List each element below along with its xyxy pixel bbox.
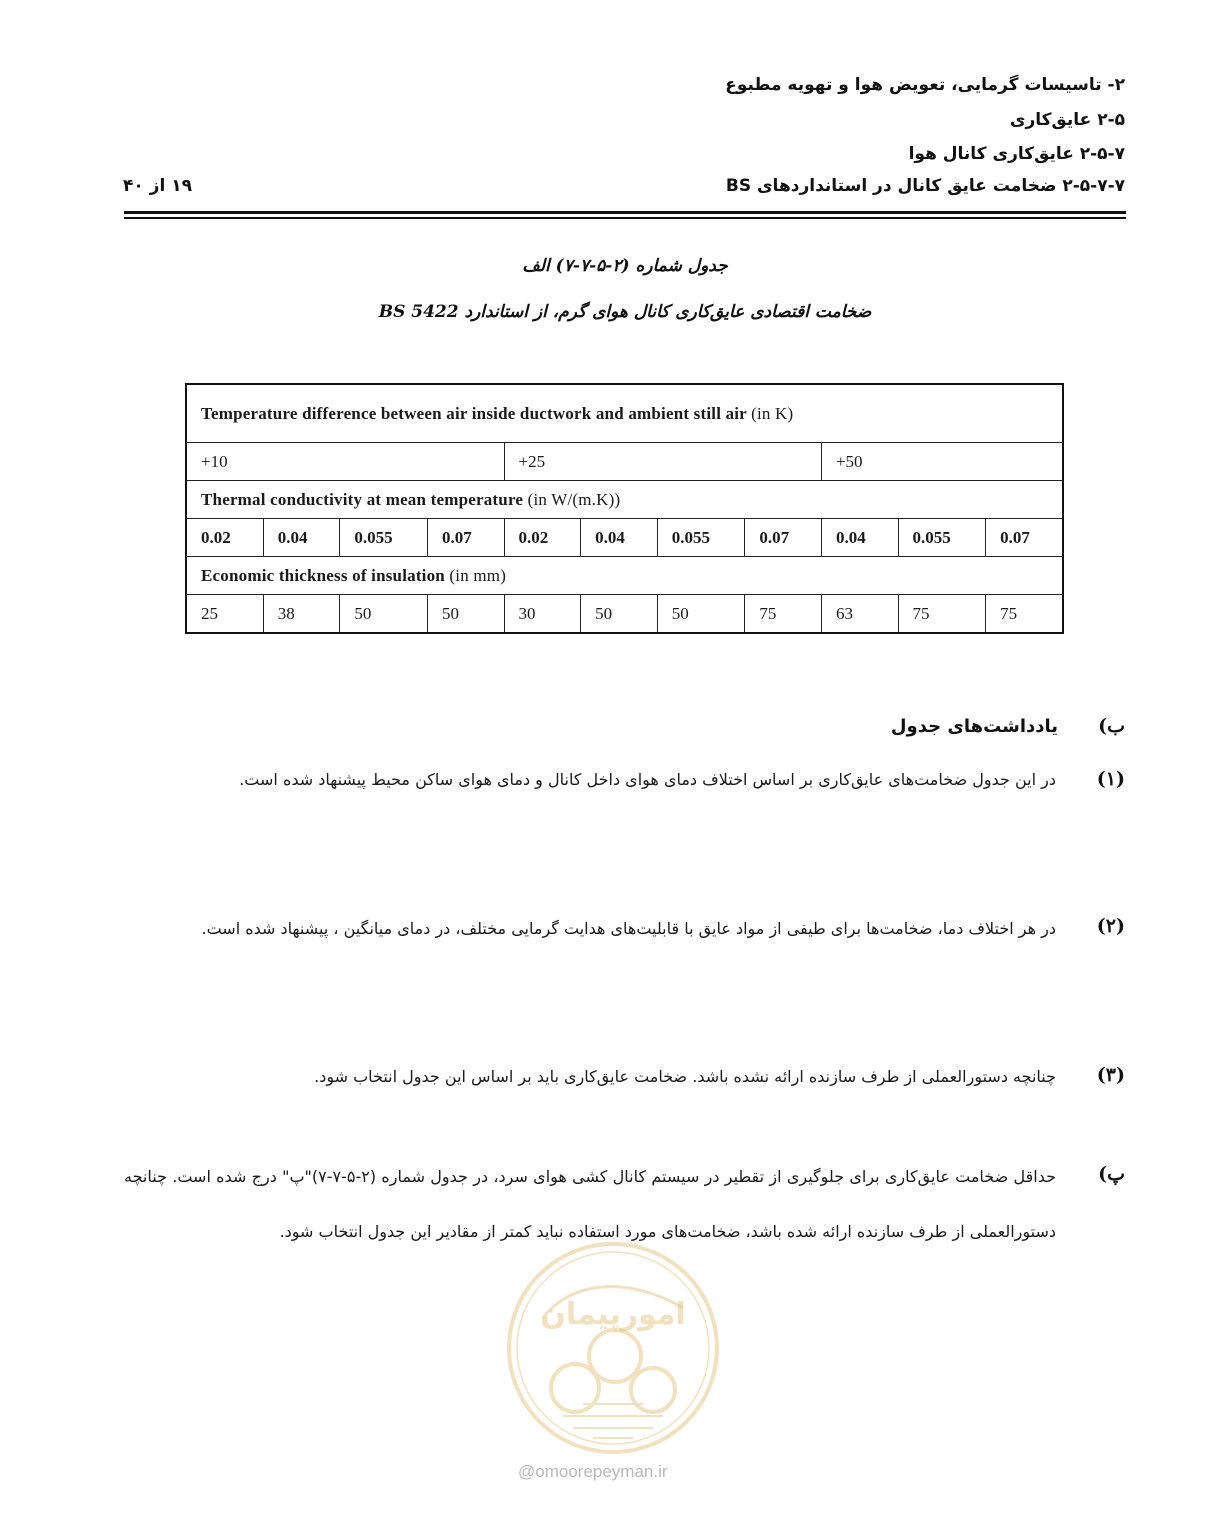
note-3-text: چنانچه دستورالعملی از طرف سازنده ارائه نشده باشد. ضخامت عایق‌کاری باید بر اساس این جدول انتخاب شود. <box>314 1067 1056 1086</box>
thickness-cell: 50 <box>340 595 428 634</box>
note-1-text: در این جدول ضخامت‌های عایق‌کاری بر اساس اختلاف دمای هوای داخل کانال و دمای هوای ساکن محیط پیشنهاد شده است. <box>239 770 1056 789</box>
conductivity-cell: 0.055 <box>898 519 986 557</box>
note-b-marker: ب) <box>1098 715 1125 737</box>
table-number-caption: جدول شماره (۲-۵-۷-۷) الف <box>522 256 728 276</box>
notes-title: یادداشت‌های جدول <box>890 716 1058 737</box>
section-heading-2: ۲-۵ عایق‌کاری <box>1009 110 1125 130</box>
watermark-logo-icon <box>503 1238 723 1458</box>
header-rule-top <box>124 211 1126 214</box>
conductivity-cell: 0.055 <box>657 519 745 557</box>
conductivity-cell: 0.04 <box>821 519 898 557</box>
insulation-thickness-table <box>185 383 1064 634</box>
note-1-marker: (۱) <box>1096 768 1125 790</box>
page-number: ۱۹ از ۴۰ <box>123 176 192 196</box>
conductivity-values-row <box>186 519 1063 557</box>
thickness-cell: 75 <box>986 595 1063 634</box>
conductivity-cell: 0.055 <box>340 519 428 557</box>
conductivity-cell: 0.02 <box>186 519 263 557</box>
temp-values-row <box>186 443 1063 481</box>
temp-label-cell <box>186 384 1063 443</box>
conductivity-cell: 0.07 <box>745 519 822 557</box>
thickness-label: Economic thickness of insulation <box>201 565 445 585</box>
thickness-cell: 38 <box>263 595 340 634</box>
thickness-cell: 25 <box>186 595 263 634</box>
thickness-unit: (in mm) <box>449 565 507 585</box>
thickness-values-row <box>186 595 1063 634</box>
temp-value-cell: +50 <box>821 443 1063 481</box>
conductivity-label: Thermal conductivity at mean temperature <box>201 489 524 509</box>
thickness-cell: 50 <box>657 595 745 634</box>
thickness-cell: 50 <box>581 595 658 634</box>
note-2-marker: (۲) <box>1096 915 1125 937</box>
thickness-cell: 63 <box>821 595 898 634</box>
temp-label-row <box>186 384 1063 443</box>
watermark-url: @omoorepeyman.ir <box>518 1462 668 1481</box>
thickness-label-row <box>186 557 1063 595</box>
section-heading-4: ۲-۵-۷-۷ ضخامت عایق کانال در استانداردهای BS <box>725 176 1125 196</box>
conductivity-cell: 0.04 <box>581 519 658 557</box>
conductivity-label-cell <box>186 481 1063 519</box>
conductivity-cell: 0.07 <box>986 519 1063 557</box>
section-heading-3: ۲-۵-۷ عایق‌کاری کانال هوا <box>908 144 1125 164</box>
temp-value-cell: +25 <box>504 443 821 481</box>
watermark-logo-text: امورپیمان <box>540 1297 686 1332</box>
conductivity-cell: 0.04 <box>263 519 340 557</box>
thickness-cell: 30 <box>504 595 581 634</box>
note-p-text: حداقل ضخامت عایق‌کاری برای جلوگیری از تقطیر در سیستم کانال کشی هوای سرد، در جدول شماره (۲-۵-۷-۷)"پ" درج شده است. چنانچه دستورالعملی از طرف سازنده ارائه شده باشد، ضخامت‌های مورد استفاده نباید کمتر از مقادیر این جدول انتخاب شود. <box>124 1167 1057 1241</box>
header-rule-bottom <box>124 217 1126 219</box>
note-p-marker: پ) <box>1098 1163 1125 1185</box>
section-heading-1: ۲- تاسیسات گرمایی، تعویض هوا و تهویه مطبوع <box>725 75 1125 95</box>
conductivity-cell: 0.07 <box>427 519 504 557</box>
thickness-cell: 50 <box>427 595 504 634</box>
temp-unit: (in K) <box>751 403 794 423</box>
temp-value-cell: +10 <box>186 443 504 481</box>
conductivity-unit: (in W/(m.K)) <box>527 489 621 509</box>
conductivity-label-row <box>186 481 1063 519</box>
note-2-text: در هر اختلاف دما، ضخامت‌ها برای طیفی از مواد عایق با قابلیت‌های هدایت گرمایی مختلف، در دمای میانگین ، پیشنهاد شده است. <box>201 919 1056 938</box>
thickness-label-cell <box>186 557 1063 595</box>
conductivity-cell: 0.02 <box>504 519 581 557</box>
thickness-cell: 75 <box>898 595 986 634</box>
note-3-marker: (۳) <box>1096 1064 1125 1086</box>
table-title-caption: ضخامت اقتصادی عایق‌کاری کانال هوای گرم، از استاندارد BS 5422 <box>378 302 872 322</box>
thickness-cell: 75 <box>745 595 822 634</box>
temp-label: Temperature difference between air inside ductwork and ambient still air <box>201 403 747 423</box>
